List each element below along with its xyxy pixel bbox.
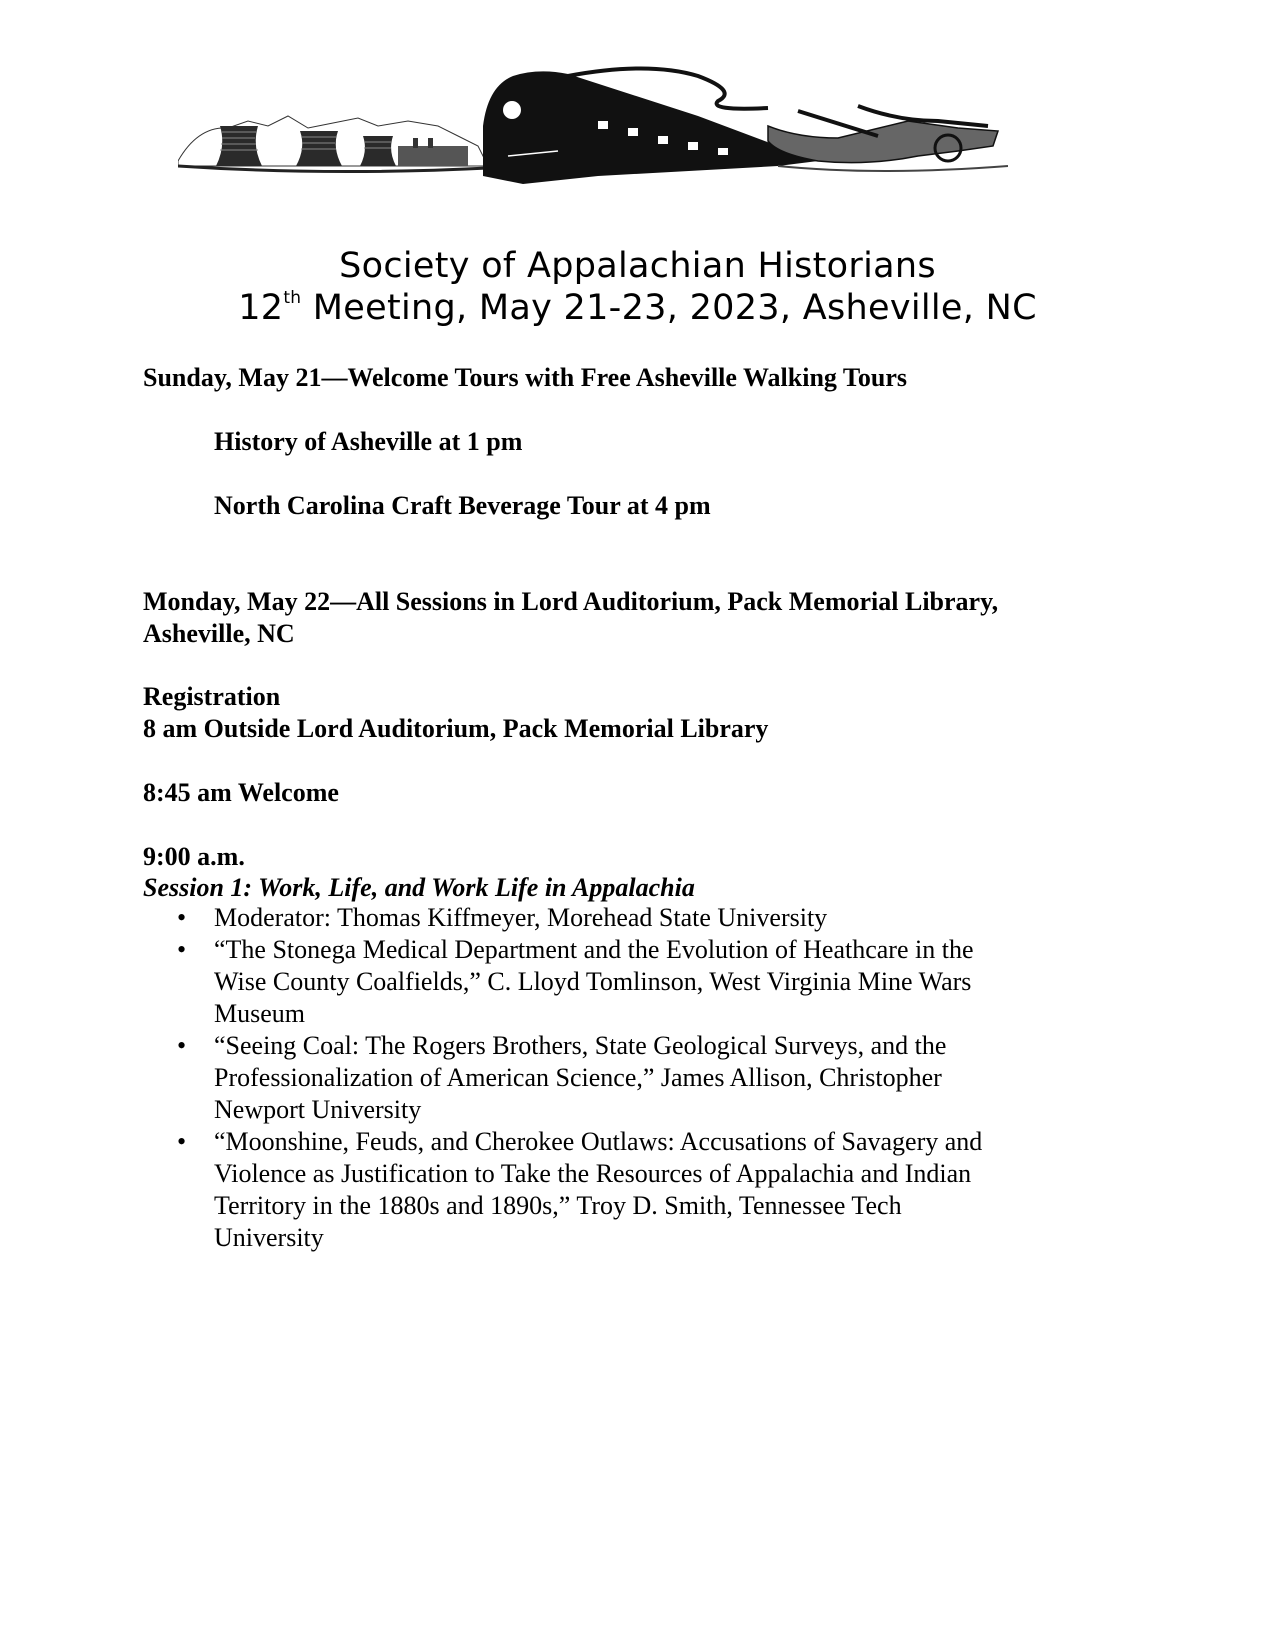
item-line: University [214,1223,324,1252]
banner-illustration [178,66,1008,186]
meeting-title [0,288,1275,334]
cooling-towers-icon [178,116,488,172]
sunday-heading: Sunday, May 21—Welcome Tours with Free Asheville Walking Tours [143,363,908,392]
item-line: Violence as Justification to Take the Resources of Appalachia and Indian [214,1159,972,1188]
bullet-icon: • [177,1127,187,1156]
registration-label: Registration [143,682,281,711]
session-item [143,1126,1063,1254]
meeting-number: 12 [238,288,284,328]
registration-detail: 8 am Outside Lord Auditorium, Pack Memorial Library [143,714,769,743]
monday-heading-line2: Asheville, NC [143,619,295,648]
item-line: Professionalization of American Science,” James Allison, Christopher [214,1063,942,1092]
bullet-icon: • [177,903,187,932]
item-line: “The Stonega Medical Department and the Evolution of Heathcare in the [214,935,974,964]
item-line: Newport University [214,1095,422,1124]
session-item-moderator [143,902,1063,934]
session-items [143,902,1063,1254]
item-line: Moderator: Thomas Kiffmeyer, Morehead State University [214,903,828,932]
item-line: Territory in the 1880s and 1890s,” Troy D. Smith, Tennessee Tech [214,1191,902,1220]
tour-item: North Carolina Craft Beverage Tour at 4 pm [214,491,711,520]
org-title: Society of Appalachian Historians [339,246,936,286]
monday-heading-line1: Monday, May 22—All Sessions in Lord Auditorium, Pack Memorial Library, [143,587,999,616]
tour-item: History of Asheville at 1 pm [214,427,523,456]
item-line: “Seeing Coal: The Rogers Brothers, State Geological Surveys, and the [214,1031,947,1060]
meeting-details: Meeting, May 21-23, 2023, Asheville, NC [301,288,1037,328]
welcome-time: 8:45 am Welcome [143,778,339,807]
meeting-suffix: th [283,288,302,308]
bullet-icon: • [177,1031,187,1060]
session-title: Session 1: Work, Life, and Work Life in Appalachia [143,873,695,902]
bullet-icon: • [177,935,187,964]
item-line: Wise County Coalfields,” C. Lloyd Tomlinson, West Virginia Mine Wars [214,967,972,996]
item-line: Museum [214,999,305,1028]
session-item [143,1030,1063,1126]
session-time: 9:00 a.m. [143,842,245,871]
session-item [143,934,1063,1030]
item-line: “Moonshine, Feuds, and Cherokee Outlaws: Accusations of Savagery and [214,1127,983,1156]
